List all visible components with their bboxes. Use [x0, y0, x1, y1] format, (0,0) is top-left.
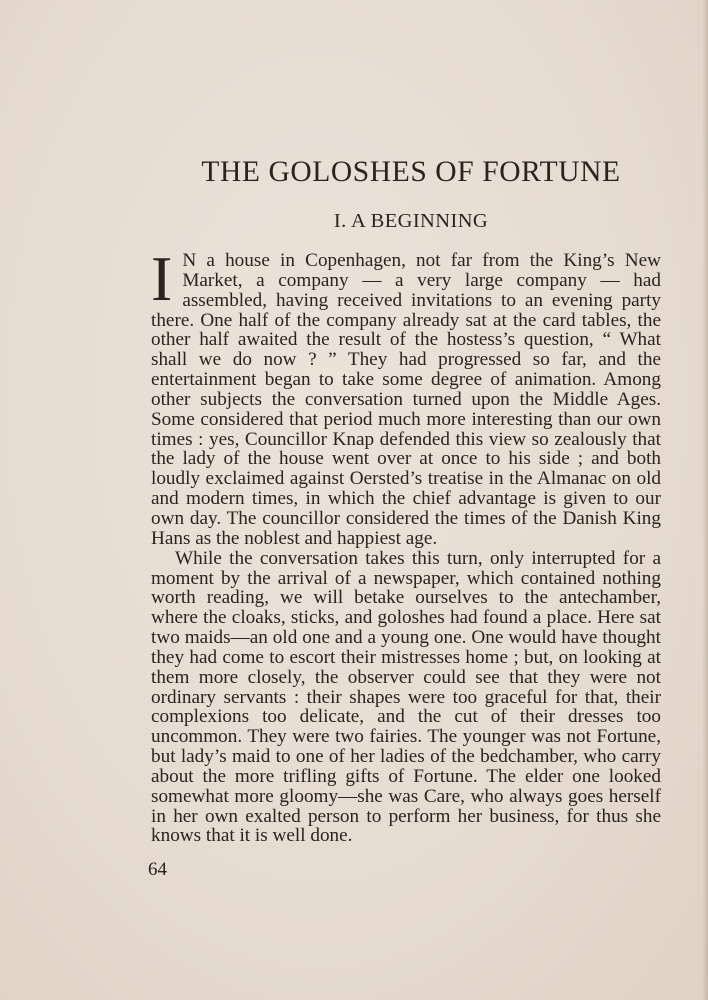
- paragraph-1-text: N a house in Copenhagen, not far from the King’s New Market, a company — a very large company — had assembled, having received invitations to an evening party there. One half of the company already sat at the card tables, the other half awaited the result of the hostess’s question, “ What shall we do now ? ” They had progressed so far, and the entertainment began to take some degree of animation. Among other subjects the conversation turned upon the Middle Ages. Some considered that period much more interesting than our own times : yes, Councillor Knap defended this view so zealously that the lady of the house went over at once to his side ; and both loudly exclaimed against Oersted’s treatise in the Almanac on old and modern times, in which the chief advantage is given to our own day. The councillor considered the times of the Danish King Hans as the noblest and happiest age.: [151, 250, 661, 549]
- paragraph-1: [151, 243, 661, 549]
- body-text: [151, 243, 661, 847]
- page-edge-shadow: [702, 0, 708, 1000]
- chapter-heading: I. A BEGINNING: [333, 210, 489, 232]
- paragraph-2: While the conversation takes this turn, only interrupted for a moment by the arrival of a newspaper, which contained nothing worth reading, we will betake ourselves to the antechamber, where the cloaks, sticks, and goloshes had found a place. Here sat two maids—an old one and a young one. One would have thought they had come to escort their mistresses home ; but, on looking at them more closely, the observer could see that they were not ordinary servants : their shapes were too graceful for that, their complexions too delicate, and the cut of their dresses too uncommon. They were two fairies. The younger was not Fortune, but lady’s maid to one of her ladies of the bedchamber, who carry about the more trifling gifts of Fortune. The elder one looked somewhat more gloomy—she was Care, who always goes herself in her own exalted person to perform her business, for thus she knows that it is well done.: [151, 547, 661, 847]
- page-number: 64: [148, 859, 167, 880]
- drop-cap: I: [151, 243, 173, 314]
- story-title: THE GOLOSHES OF FORTUNE: [201, 156, 621, 188]
